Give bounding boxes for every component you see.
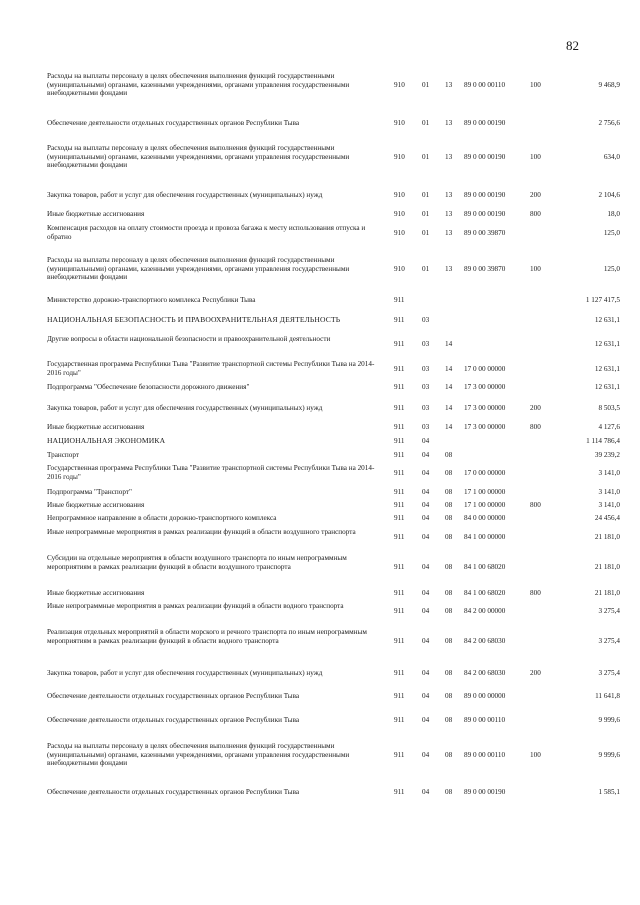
- target-article-code: 89 0 00 00110: [464, 81, 506, 89]
- expense-type-code: 100: [530, 751, 541, 759]
- target-article-code: 17 0 00 00000: [464, 365, 506, 373]
- subsection-code: 08: [445, 589, 453, 597]
- subsection-code: 08: [445, 451, 453, 459]
- grbs-code: 910: [394, 191, 405, 199]
- subsection-code: 13: [445, 191, 453, 199]
- amount: 39 239,2: [594, 451, 620, 459]
- grbs-code: 911: [394, 423, 405, 431]
- section-code: 04: [422, 488, 430, 496]
- row-description: Компенсация расходов на оплату стоимости проезда и провоза багажа к месту использования отпуска и обратно: [47, 224, 366, 241]
- row-description: Обеспечение деятельности отдельных государственных органов Республики Тыва: [47, 788, 300, 796]
- subsection-code: 13: [445, 210, 453, 218]
- row-description: Расходы на выплаты персоналу в целях обеспечения выполнения функций государственными (муниципальными) органами, казенными учреждениями, органами управления государственными внебюджетными фондами: [47, 144, 350, 170]
- section-code: 04: [422, 533, 430, 541]
- amount: 3 141,0: [598, 469, 620, 477]
- page-number: 82: [566, 38, 579, 53]
- amount: 634,0: [603, 153, 620, 161]
- amount: 3 141,0: [598, 488, 620, 496]
- grbs-code: 911: [394, 751, 405, 759]
- amount: 4 127,6: [598, 423, 620, 431]
- section-code: 03: [422, 316, 430, 324]
- section-code: 01: [422, 210, 430, 218]
- subsection-code: 08: [445, 751, 453, 759]
- grbs-code: 911: [394, 637, 405, 645]
- target-article-code: 84 0 00 00000: [464, 514, 506, 522]
- amount: 3 275,4: [598, 669, 620, 677]
- grbs-code: 911: [394, 469, 405, 477]
- amount: 3 275,4: [598, 607, 620, 615]
- subsection-code: 08: [445, 533, 453, 541]
- expense-type-code: 800: [530, 423, 541, 431]
- target-article-code: 89 0 00 00190: [464, 119, 506, 127]
- amount: 12 631,1: [594, 383, 620, 391]
- grbs-code: 911: [394, 383, 405, 391]
- amount: 21 181,0: [594, 533, 620, 541]
- amount: 11 641,8: [595, 692, 620, 700]
- subsection-code: 14: [445, 365, 453, 373]
- amount: 125,0: [603, 229, 620, 237]
- subsection-code: 14: [445, 340, 453, 348]
- grbs-code: 911: [394, 589, 405, 597]
- section-code: 03: [422, 340, 430, 348]
- expense-type-code: 200: [530, 669, 541, 677]
- row-description: Государственная программа Республики Тыва "Развитие транспортной системы Республики Тыва на 2014-2016 годы": [47, 360, 375, 377]
- subsection-code: 08: [445, 469, 453, 477]
- amount: 21 181,0: [594, 589, 620, 597]
- row-description: Подпрограмма "Транспорт": [47, 488, 132, 496]
- section-code: 01: [422, 265, 430, 273]
- section-code: 01: [422, 229, 430, 237]
- row-description: Транспорт: [47, 451, 80, 459]
- target-article-code: 89 0 00 00190: [464, 153, 506, 161]
- target-article-code: 89 0 00 00110: [464, 751, 506, 759]
- row-description: Другие вопросы в области национальной безопасности и правоохранительной деятельности: [47, 335, 331, 343]
- target-article-code: 89 0 00 00190: [464, 788, 506, 796]
- subsection-code: 13: [445, 119, 453, 127]
- section-code: 04: [422, 637, 430, 645]
- amount: 9 999,6: [598, 751, 620, 759]
- target-article-code: 17 3 00 00000: [464, 423, 506, 431]
- target-article-code: 84 1 00 00000: [464, 533, 506, 541]
- grbs-code: 910: [394, 265, 405, 273]
- section-code: 04: [422, 669, 430, 677]
- row-description: Расходы на выплаты персоналу в целях обеспечения выполнения функций государственными (муниципальными) органами, казенными учреждениями, органами управления государственными внебюджетными фондами: [47, 256, 350, 282]
- grbs-code: 910: [394, 81, 405, 89]
- target-article-code: 84 1 00 68020: [464, 589, 506, 597]
- amount: 1 127 417,5: [585, 296, 620, 304]
- section-code: 03: [422, 365, 430, 373]
- target-article-code: 17 1 00 00000: [464, 501, 506, 509]
- amount: 12 631,1: [594, 340, 620, 348]
- amount: 1 585,1: [598, 788, 620, 796]
- subsection-code: 14: [445, 404, 453, 412]
- section-code: 04: [422, 501, 430, 509]
- subsection-code: 08: [445, 637, 453, 645]
- section-code: 03: [422, 383, 430, 391]
- grbs-code: 911: [394, 669, 405, 677]
- section-code: 01: [422, 119, 430, 127]
- expense-type-code: 200: [530, 191, 541, 199]
- expense-type-code: 800: [530, 589, 541, 597]
- section-code: 04: [422, 469, 430, 477]
- subsection-code: 08: [445, 514, 453, 522]
- grbs-code: 911: [394, 296, 405, 304]
- target-article-code: 84 1 00 68020: [464, 563, 506, 571]
- amount: 3 275,4: [598, 637, 620, 645]
- amount: 2 104,6: [598, 191, 620, 199]
- target-article-code: 84 2 00 00000: [464, 607, 506, 615]
- row-description: Иные непрограммные мероприятия в рамках реализации функций в области водного транспорта: [47, 602, 344, 610]
- target-article-code: 89 0 00 39870: [464, 265, 506, 273]
- expense-type-code: 100: [530, 265, 541, 273]
- subsection-code: 14: [445, 383, 453, 391]
- row-description: Расходы на выплаты персоналу в целях обеспечения выполнения функций государственными (муниципальными) органами, казенными учреждениями, органами управления государственными внебюджетными фондами: [47, 72, 350, 98]
- row-description: Реализация отдельных мероприятий в области морского и речного транспорта по иным непрограммным мероприятиям в рамках реализации функций в области водного транспорта: [47, 628, 367, 645]
- grbs-code: 911: [394, 533, 405, 541]
- expense-type-code: 100: [530, 153, 541, 161]
- grbs-code: 911: [394, 692, 405, 700]
- section-code: 04: [422, 751, 430, 759]
- grbs-code: 911: [394, 437, 405, 445]
- grbs-code: 910: [394, 229, 405, 237]
- grbs-code: 911: [394, 514, 405, 522]
- target-article-code: 84 2 00 68030: [464, 637, 506, 645]
- amount: 24 456,4: [594, 514, 620, 522]
- row-description: НАЦИОНАЛЬНАЯ ЭКОНОМИКА: [47, 436, 166, 445]
- amount: 8 503,5: [598, 404, 620, 412]
- subsection-code: 08: [445, 788, 453, 796]
- amount: 18,0: [607, 210, 620, 218]
- section-code: 04: [422, 788, 430, 796]
- section-code: 04: [422, 589, 430, 597]
- subsection-code: 08: [445, 716, 453, 724]
- subsection-code: 14: [445, 423, 453, 431]
- subsection-code: 08: [445, 669, 453, 677]
- row-description: Закупка товаров, работ и услуг для обеспечения государственных (муниципальных) нужд: [47, 404, 323, 412]
- row-description: Закупка товаров, работ и услуг для обеспечения государственных (муниципальных) нужд: [47, 669, 323, 677]
- grbs-code: 911: [394, 340, 405, 348]
- row-description: Обеспечение деятельности отдельных государственных органов Республики Тыва: [47, 119, 300, 127]
- section-code: 03: [422, 404, 430, 412]
- subsection-code: 13: [445, 229, 453, 237]
- section-code: 04: [422, 451, 430, 459]
- amount: 1 114 786,4: [586, 437, 620, 445]
- grbs-code: 911: [394, 716, 405, 724]
- row-description: Государственная программа Республики Тыва "Развитие транспортной системы Республики Тыва на 2014-2016 годы": [47, 464, 375, 481]
- row-description: Иные бюджетные ассигнования: [47, 589, 145, 597]
- row-description: Иные бюджетные ассигнования: [47, 501, 145, 509]
- grbs-code: 911: [394, 788, 405, 796]
- row-description: Иные непрограммные мероприятия в рамках реализации функций в области воздушного транспорта: [47, 528, 356, 536]
- subsection-code: 13: [445, 81, 453, 89]
- row-description: Обеспечение деятельности отдельных государственных органов Республики Тыва: [47, 692, 300, 700]
- target-article-code: 17 1 00 00000: [464, 488, 506, 496]
- subsection-code: 13: [445, 265, 453, 273]
- target-article-code: 17 3 00 00000: [464, 383, 506, 391]
- target-article-code: 89 0 00 00190: [464, 210, 506, 218]
- amount: 2 756,6: [598, 119, 620, 127]
- subsection-code: 08: [445, 488, 453, 496]
- grbs-code: 910: [394, 153, 405, 161]
- row-description: Иные бюджетные ассигнования: [47, 423, 145, 431]
- target-article-code: 84 2 00 68030: [464, 669, 506, 677]
- grbs-code: 911: [394, 316, 405, 324]
- amount: 3 141,0: [598, 501, 620, 509]
- grbs-code: 911: [394, 488, 405, 496]
- grbs-code: 911: [394, 404, 405, 412]
- row-description: НАЦИОНАЛЬНАЯ БЕЗОПАСНОСТЬ И ПРАВООХРАНИТЕЛЬНАЯ ДЕЯТЕЛЬНОСТЬ: [47, 315, 341, 324]
- section-code: 01: [422, 81, 430, 89]
- amount: 125,0: [603, 265, 620, 273]
- section-code: 03: [422, 423, 430, 431]
- section-code: 04: [422, 563, 430, 571]
- section-code: 04: [422, 437, 430, 445]
- row-description: Расходы на выплаты персоналу в целях обеспечения выполнения функций государственными (муниципальными) органами, казенными учреждениями, органами управления государственными внебюджетными фондами: [47, 742, 350, 768]
- subsection-code: 08: [445, 607, 453, 615]
- section-code: 04: [422, 716, 430, 724]
- row-description: Непрограммное направление в области дорожно-транспортного комплекса: [47, 514, 277, 522]
- grbs-code: 911: [394, 365, 405, 373]
- expense-type-code: 200: [530, 404, 541, 412]
- subsection-code: 08: [445, 692, 453, 700]
- amount: 21 181,0: [594, 563, 620, 571]
- row-description: Подпрограмма "Обеспечение безопасности дорожного движения": [47, 383, 250, 391]
- row-description: Закупка товаров, работ и услуг для обеспечения государственных (муниципальных) нужд: [47, 191, 323, 199]
- section-code: 01: [422, 191, 430, 199]
- section-code: 04: [422, 692, 430, 700]
- target-article-code: 89 0 00 00110: [464, 716, 506, 724]
- section-code: 04: [422, 514, 430, 522]
- row-description: Министерство дорожно-транспортного комплекса Республики Тыва: [47, 296, 256, 304]
- target-article-code: 89 0 00 00190: [464, 191, 506, 199]
- grbs-code: 911: [394, 563, 405, 571]
- grbs-code: 910: [394, 119, 405, 127]
- grbs-code: 911: [394, 607, 405, 615]
- section-code: 01: [422, 153, 430, 161]
- target-article-code: 17 3 00 00000: [464, 404, 506, 412]
- grbs-code: 911: [394, 451, 405, 459]
- section-code: 04: [422, 607, 430, 615]
- subsection-code: 13: [445, 153, 453, 161]
- expense-type-code: 100: [530, 81, 541, 89]
- grbs-code: 911: [394, 501, 405, 509]
- amount: 9 999,6: [598, 716, 620, 724]
- subsection-code: 08: [445, 563, 453, 571]
- subsection-code: 08: [445, 501, 453, 509]
- expense-type-code: 800: [530, 501, 541, 509]
- row-description: Обеспечение деятельности отдельных государственных органов Республики Тыва: [47, 716, 300, 724]
- row-description: Субсидии на отдельные мероприятия в области воздушного транспорта по иным непрограммным мероприятиям в рамках реализации функций в области воздушного транспорта: [47, 554, 347, 571]
- expense-type-code: 800: [530, 210, 541, 218]
- target-article-code: 89 0 00 00000: [464, 692, 506, 700]
- amount: 12 631,1: [594, 316, 620, 324]
- target-article-code: 17 0 00 00000: [464, 469, 506, 477]
- amount: 12 631,1: [594, 365, 620, 373]
- amount: 9 468,9: [598, 81, 620, 89]
- grbs-code: 910: [394, 210, 405, 218]
- row-description: Иные бюджетные ассигнования: [47, 210, 145, 218]
- target-article-code: 89 0 00 39870: [464, 229, 506, 237]
